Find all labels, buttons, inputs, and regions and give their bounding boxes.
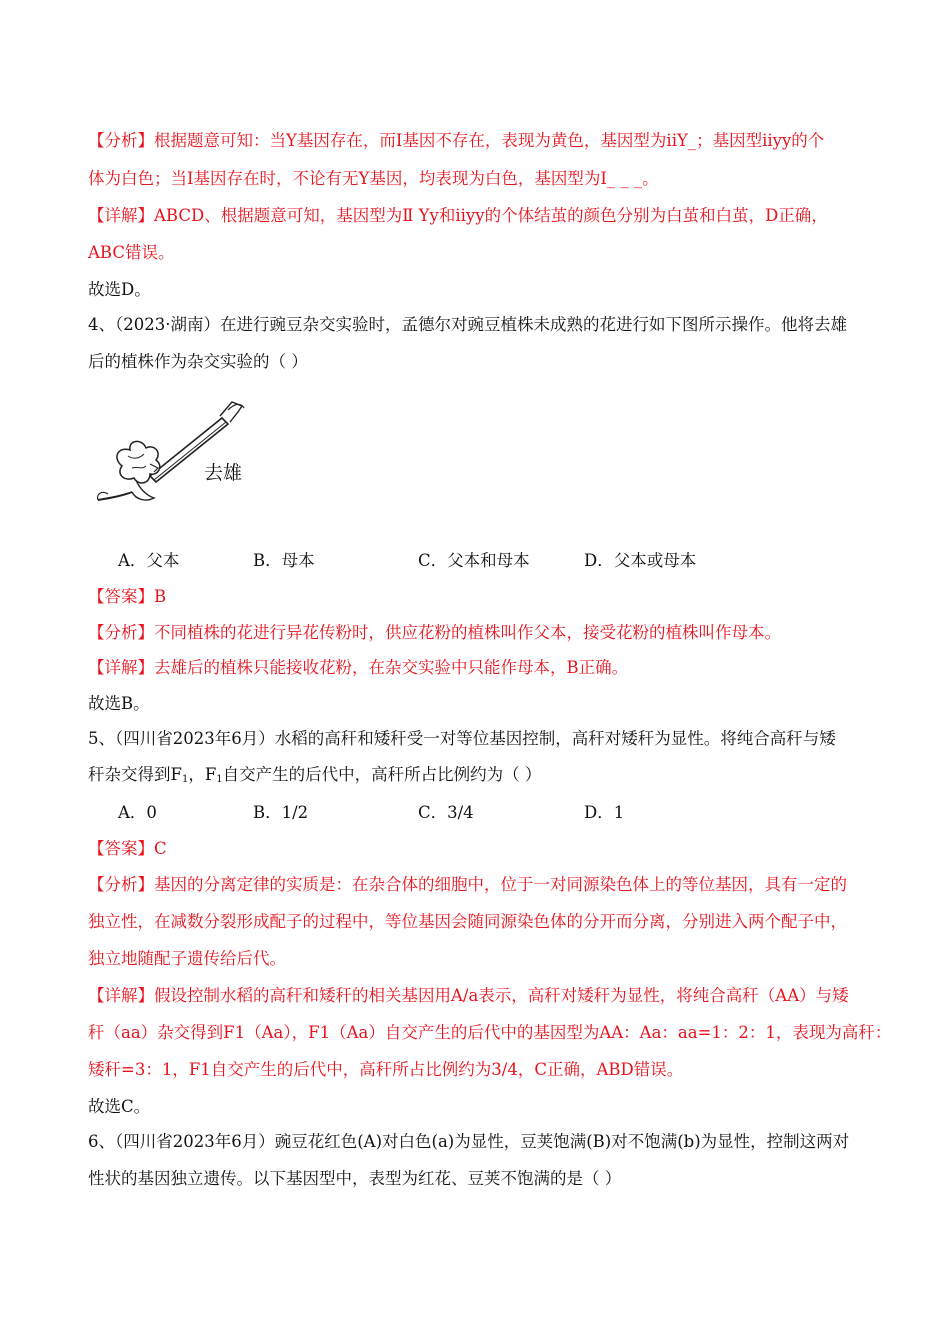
q4-detail: 【详解】去雄后的植株只能接收花粉，在杂交实验中只能作母本，B正确。 bbox=[88, 658, 629, 677]
q4-stem-line1: 4、（2023·湖南）在进行豌豆杂交实验时，孟德尔对豌豆植株未成熟的花进行如下图所示操作。他将去雄 bbox=[88, 315, 847, 334]
pea-flower-icon bbox=[98, 441, 160, 500]
q4-conclusion: 故选B。 bbox=[88, 694, 150, 713]
flower-tweezers-illustration bbox=[92, 396, 257, 522]
q5-detail-line3: 矮秆=3：1，F1自交产生的后代中，高秆所占比例约为3/4，C正确，ABD错误。 bbox=[88, 1060, 684, 1079]
q3-detail-line1: 【详解】ABCD、根据题意可知，基因型为Ⅱ Yy和iiyy的个体结茧的颜色分别为白茧和白茧，D正确， bbox=[88, 206, 828, 225]
q3-detail-line2: ABC错误。 bbox=[88, 243, 175, 262]
q4-option-d: D．父本或母本 bbox=[584, 551, 697, 570]
q5-option-c: C．3/4 bbox=[418, 803, 474, 822]
q4-option-c: C．父本和母本 bbox=[418, 551, 530, 570]
q3-analysis-line2: 体为白色；当I基因存在时，不论有无Y基因，均表现为白色，基因型为I_ _ _。 bbox=[88, 169, 659, 188]
q4-stem-line2: 后的植株作为杂交实验的（ ） bbox=[88, 352, 308, 371]
q5-detail-line2: 秆（aa）杂交得到F1（Aa），F1（Aa）自交产生的后代中的基因型为AA：Aa：aa=1：2：1，表现为高秆： bbox=[88, 1023, 892, 1042]
q5-detail-line1: 【详解】假设控制水稻的高秆和矮秆的相关基因用A/a表示，高秆对矮秆为显性，将纯合高秆（AA）与矮 bbox=[88, 986, 849, 1005]
q5-option-d: D．1 bbox=[584, 803, 625, 822]
q4-option-b: B．母本 bbox=[253, 551, 315, 570]
q5-analysis-line1: 【分析】基因的分离定律的实质是：在杂合体的细胞中，位于一对同源染色体上的等位基因，具有一定的 bbox=[88, 875, 847, 894]
q5-option-b: B．1/2 bbox=[253, 803, 309, 822]
q5-stem-line2: 秆杂交得到$F_1$，$F_1$自交产生的后代中，高秆所占比例约为（ ） bbox=[88, 765, 542, 785]
emasculation-label: 去雄 bbox=[204, 462, 243, 484]
q5-answer: 【答案】C bbox=[88, 839, 167, 858]
q3-analysis-line1: 【分析】根据题意可知：当Y基因存在，而I基因不存在，表现为黄色，基因型为iiY_；基因型iiyy的个 bbox=[88, 131, 825, 150]
emasculation-figure bbox=[92, 396, 257, 522]
q5-analysis-line2: 独立性，在减数分裂形成配子的过程中，等位基因会随同源染色体的分开而分离，分别进入两个配子中， bbox=[88, 912, 847, 931]
q4-answer: 【答案】B bbox=[88, 587, 167, 606]
q4-analysis: 【分析】不同植株的花进行异花传粉时，供应花粉的植株叫作父本，接受花粉的植株叫作母本。 bbox=[88, 623, 781, 642]
q3-conclusion: 故选D。 bbox=[88, 280, 151, 299]
q6-stem-line1: 6、（四川省2023年6月）豌豆花红色(A)对白色(a)为显性，豆荚饱满(B)对不饱满(b)为显性，控制这两对 bbox=[88, 1132, 850, 1151]
q6-stem-line2: 性状的基因独立遗传。以下基因型中，表型为红花、豆荚不饱满的是（ ） bbox=[88, 1169, 622, 1188]
q5-analysis-line3: 独立地随配子遗传给后代。 bbox=[88, 949, 286, 968]
q5-option-a: A．0 bbox=[118, 803, 157, 822]
q4-option-a: A．父本 bbox=[118, 551, 180, 570]
q5-stem-line1: 5、（四川省2023年6月）水稻的高秆和矮秆受一对等位基因控制，高秆对矮秆为显性。将纯合高秆与矮 bbox=[88, 729, 836, 748]
q5-conclusion: 故选C。 bbox=[88, 1097, 151, 1116]
